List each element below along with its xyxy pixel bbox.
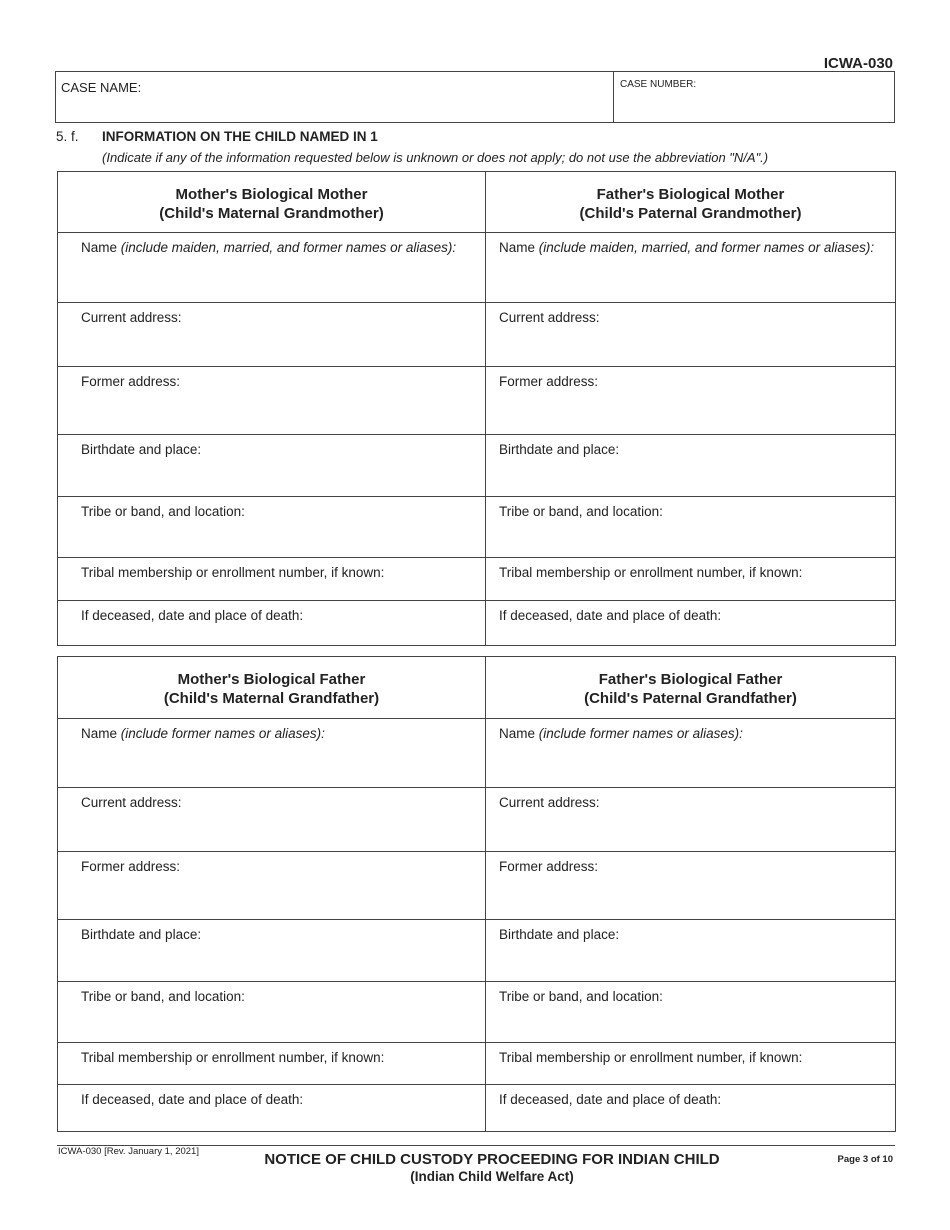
maternal-grandfather-current-address-field[interactable]: Current address:	[58, 788, 486, 852]
maternal-grandfather-tribe-field[interactable]: Tribe or band, and location:	[58, 982, 486, 1043]
maternal-grandmother-deceased-field[interactable]: If deceased, date and place of death:	[58, 601, 486, 646]
paternal-grandfather-name-field[interactable]	[486, 719, 896, 788]
maternal-grandfather-former-address-field[interactable]: Former address:	[58, 852, 486, 920]
paternal-grandmother-name-field[interactable]	[486, 233, 896, 303]
field-label: Name	[499, 726, 539, 741]
section-instruction: (Indicate if any of the information requested below is unknown or does not apply; do not use the abbreviation "N/A".)	[102, 150, 769, 165]
footer-subtitle: (Indian Child Welfare Act)	[410, 1169, 574, 1184]
header-subtitle: (Child's Paternal Grandmother)	[579, 205, 802, 222]
maternal-grandmother-tribe-field[interactable]: Tribe or band, and location:	[58, 497, 486, 558]
section-heading	[56, 129, 378, 144]
grandmothers-table	[57, 171, 896, 646]
header-subtitle: (Child's Maternal Grandmother)	[159, 205, 384, 222]
header-title: Father's Biological Father	[598, 671, 783, 688]
maternal-grandfather-deceased-field[interactable]: If deceased, date and place of death:	[58, 1085, 486, 1132]
maternal-grandmother-former-address-field[interactable]: Former address:	[58, 367, 486, 435]
case-header-box	[55, 71, 895, 123]
paternal-grandmother-deceased-field[interactable]: If deceased, date and place of death:	[486, 601, 896, 646]
header-subtitle: (Child's Maternal Grandfather)	[163, 690, 380, 707]
grandfathers-table	[57, 656, 896, 1132]
page-number: Page 3 of 10	[837, 1154, 893, 1165]
maternal-grandfather-header	[58, 657, 486, 719]
case-name-label: CASE NAME:	[61, 80, 142, 95]
paternal-grandmother-birthdate-field[interactable]: Birthdate and place:	[486, 435, 896, 497]
field-hint: (include former names or aliases):	[120, 726, 325, 741]
header-subtitle: (Child's Paternal Grandfather)	[584, 690, 797, 707]
case-number-label: CASE NUMBER:	[620, 79, 697, 90]
header-title: Father's Biological Mother	[596, 186, 785, 203]
paternal-grandfather-deceased-field[interactable]: If deceased, date and place of death:	[486, 1085, 896, 1132]
field-label: Name	[499, 240, 539, 255]
field-hint: (include former names or aliases):	[538, 726, 743, 741]
paternal-grandfather-former-address-field[interactable]: Former address:	[486, 852, 896, 920]
paternal-grandfather-tribe-field[interactable]: Tribe or band, and location:	[486, 982, 896, 1043]
paternal-grandmother-current-address-field[interactable]: Current address:	[486, 303, 896, 367]
maternal-grandfather-name-field[interactable]	[58, 719, 486, 788]
maternal-grandmother-membership-field[interactable]: Tribal membership or enrollment number, if known:	[58, 558, 486, 601]
maternal-grandfather-membership-field[interactable]: Tribal membership or enrollment number, if known:	[58, 1043, 486, 1085]
maternal-grandfather-birthdate-field[interactable]: Birthdate and place:	[58, 920, 486, 982]
field-label: Name	[81, 726, 121, 741]
header-title: Mother's Biological Father	[177, 671, 366, 688]
paternal-grandmother-former-address-field[interactable]: Former address:	[486, 367, 896, 435]
paternal-grandfather-birthdate-field[interactable]: Birthdate and place:	[486, 920, 896, 982]
paternal-grandmother-header	[486, 172, 896, 233]
footer-revision: ICWA-030 [Rev. January 1, 2021]	[58, 1146, 199, 1157]
section-number: 5. f.	[56, 129, 79, 144]
footer-title-block	[256, 1151, 728, 1184]
field-hint: (include maiden, married, and former names or aliases):	[120, 240, 457, 255]
paternal-grandmother-membership-field[interactable]: Tribal membership or enrollment number, if known:	[486, 558, 896, 601]
paternal-grandfather-header	[486, 657, 896, 719]
maternal-grandmother-birthdate-field[interactable]: Birthdate and place:	[58, 435, 486, 497]
maternal-grandmother-header	[58, 172, 486, 233]
maternal-grandmother-name-field[interactable]	[58, 233, 486, 303]
maternal-grandmother-current-address-field[interactable]: Current address:	[58, 303, 486, 367]
field-label: Name	[81, 240, 121, 255]
case-name-field[interactable]	[56, 72, 614, 122]
paternal-grandfather-current-address-field[interactable]: Current address:	[486, 788, 896, 852]
section-title: INFORMATION ON THE CHILD NAMED IN 1	[102, 129, 378, 144]
case-number-field[interactable]	[614, 72, 894, 122]
form-id: ICWA-030	[823, 55, 893, 72]
field-hint: (include maiden, married, and former names or aliases):	[538, 240, 875, 255]
footer-title: NOTICE OF CHILD CUSTODY PROCEEDING FOR INDIAN CHILD	[264, 1151, 720, 1168]
paternal-grandfather-membership-field[interactable]: Tribal membership or enrollment number, if known:	[486, 1043, 896, 1085]
paternal-grandmother-tribe-field[interactable]: Tribe or band, and location:	[486, 497, 896, 558]
header-title: Mother's Biological Mother	[175, 186, 368, 203]
